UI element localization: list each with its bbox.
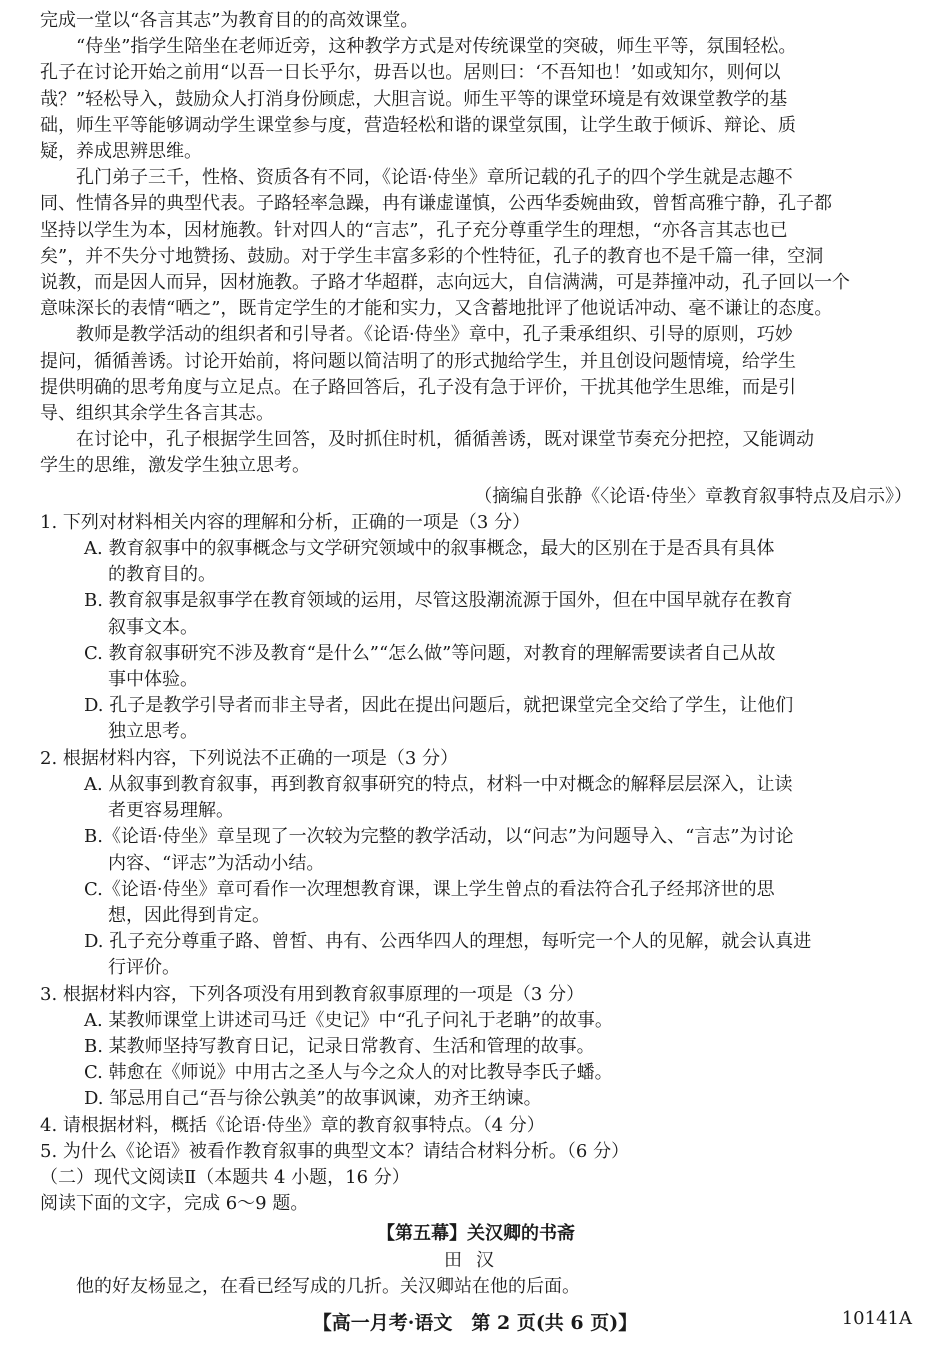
question-5: 5. 为什么《论语》被看作教育叙事的典型文本？请结合材料分析。（6 分） [40, 1140, 630, 1162]
text-line: 学生的思维，激发学生独立思考。 [40, 455, 310, 477]
question-4: 4. 请根据材料，概括《论语·侍坐》章的教育叙事特点。（4 分） [40, 1114, 545, 1136]
question-2-option-a-cont: 者更容易理解。 [108, 800, 234, 822]
question-1-option-b: B. 教育叙事是叙事学在教育领域的运用，尽管这股潮流源于国外，但在中国早就存在教育 [84, 590, 793, 612]
footer-code: 10141A [841, 1308, 912, 1329]
text-line: 在讨论中，孔子根据学生回答，及时抓住时机，循循善诱，既对课堂节奏充分把控，又能调动 [76, 429, 814, 451]
question-1-option-b-cont: 叙事文本。 [108, 616, 198, 638]
question-1-option-d-cont: 独立思考。 [108, 721, 198, 743]
text-line: 疑，养成思辨思维。 [40, 141, 202, 163]
section-instruction: 阅读下面的文字，完成 6～9 题。 [40, 1193, 309, 1215]
text-line: 提供明确的思考角度与立足点。在子路回答后，孔子没有急于评价，干扰其他学生思维，而是引 [40, 376, 796, 398]
question-2-option-a: A. 从叙事到教育叙事，再到教育叙事研究的特点，材料一中对概念的解释层层深入，让读 [84, 773, 793, 795]
text-line: 教师是教学活动的组织者和引导者。《论语·侍坐》章中，孔子秉承组织、引导的原则，巧妙 [76, 324, 793, 346]
play-author: 田汉 [444, 1249, 508, 1271]
play-title: 【第五幕】关汉卿的书斋 [377, 1223, 575, 1245]
question-3-option-d: D. 邹忌用自己“吾与徐公孰美”的故事讽谏，劝齐王纳谏。 [84, 1088, 542, 1110]
question-2-option-b: B.《论语·侍坐》章呈现了一次较为完整的教学活动，以“问志”为问题导入、“言志”为讨论 [84, 826, 794, 848]
question-3-option-b: B. 某教师坚持写教育日记，记录日常教育、生活和管理的故事。 [84, 1035, 595, 1057]
text-line: 说教，而是因人而异，因材施教。子路才华超群，志向远大，自信满满，可是莽撞冲动，孔子回以一个 [40, 272, 850, 294]
question-3-option-c: C. 韩愈在《师说》中用古之圣人与今之众人的对比教导李氏子蟠。 [84, 1062, 613, 1084]
question-1-option-a: A. 教育叙事中的叙事概念与文学研究领域中的叙事概念，最大的区别在于是否具有具体 [84, 538, 775, 560]
exam-page [40, 8, 912, 1300]
question-1-option-a-cont: 的教育目的。 [108, 564, 216, 586]
text-line: 意味深长的表情“哂之”，既肯定学生的才能和实力，又含蓄地批评了他说话冲动、毫不谦让的态度。 [40, 298, 833, 320]
question-2-option-d: D. 孔子充分尊重子路、曾皙、冉有、公西华四人的理想，每听完一个人的见解，就会认真进 [84, 931, 812, 953]
question-2-option-c: C.《论语·侍坐》章可看作一次理想教育课，课上学生曾点的看法符合孔子经邦济世的思 [84, 878, 775, 900]
footer-label: 【高一月考·语文 第 2 页(共 6 页)】 [312, 1312, 638, 1334]
text-line: 导、组织其余学生各言其志。 [40, 403, 274, 425]
question-2-option-b-cont: 内容、“评志”为活动小结。 [108, 852, 325, 874]
source-citation: （摘编自张静《〈论语·侍坐〉章教育叙事特点及启示》） [474, 485, 912, 507]
text-line: 孔子在讨论开始之前用“以吾一日长乎尔，毋吾以也。居则曰：‘不吾知也！’如或知尔，则何以 [40, 62, 781, 84]
text-line: 提问，循循善诱。讨论开始前，将问题以简洁明了的形式抛给学生，并且创设问题情境，给学生 [40, 350, 796, 372]
text-line: 矣”，并不失分寸地赞扬、鼓励。对于学生丰富多彩的个性特征，孔子的教育也不是千篇一律，空洞 [40, 245, 824, 267]
text-line: “侍坐”指学生陪坐在老师近旁，这种教学方式是对传统课堂的突破，师生平等，氛围轻松。 [76, 36, 797, 58]
text-line: 完成一堂以“各言其志”为教育目的的高效课堂。 [40, 10, 419, 31]
section-heading: （二）现代文阅读Ⅱ（本题共 4 小题，16 分） [40, 1166, 410, 1188]
question-2-option-d-cont: 行评价。 [108, 957, 180, 979]
text-line: 础，师生平等能够调动学生课堂参与度，营造轻松和谐的课堂氛围，让学生敢于倾诉、辩论、质 [40, 114, 796, 136]
question-3-stem: 3. 根据材料内容，下列各项没有用到教育叙事原理的一项是（3 分） [40, 983, 585, 1005]
text-line: 哉？”轻松导入，鼓励众人打消身份顾虑，大胆言说。师生平等的课堂环境是有效课堂教学的基 [40, 88, 788, 110]
question-1-option-d: D. 孔子是教学引导者而非主导者，因此在提出问题后，就把课堂完全交给了学生，让他们 [84, 695, 794, 717]
text-line: 同、性情各异的典型代表。子路轻率急躁，冉有谦虚谨慎，公西华委婉曲致，曾皙高雅宁静，孔子都 [40, 193, 832, 215]
text-line: 坚持以学生为本，因材施教。针对四人的“言志”，孔子充分尊重学生的理想，“亦各言其志也已 [40, 219, 788, 241]
question-1-option-c: C. 教育叙事研究不涉及教育“是什么”“怎么做”等问题，对教育的理解需要读者自己从故 [84, 642, 776, 664]
question-2-option-c-cont: 想，因此得到肯定。 [108, 904, 270, 926]
text-line: 孔门弟子三千，性格、资质各有不同，《论语·侍坐》章所记载的孔子的四个学生就是志趣不 [76, 167, 793, 189]
play-first-line: 他的好友杨显之，在看已经写成的几折。关汉卿站在他的后面。 [76, 1275, 580, 1297]
question-3-option-a: A. 某教师课堂上讲述司马迁《史记》中“孔子问礼于老聃”的故事。 [84, 1009, 613, 1031]
question-1-stem: 1. 下列对材料相关内容的理解和分析，正确的一项是（3 分） [40, 511, 531, 533]
question-2-stem: 2. 根据材料内容，下列说法不正确的一项是（3 分） [40, 747, 459, 769]
question-1-option-c-cont: 事中体验。 [108, 669, 198, 691]
